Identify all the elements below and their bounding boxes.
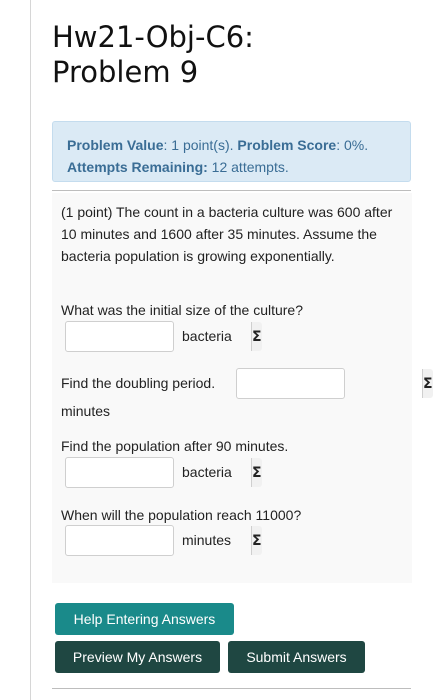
- q3-equation-editor-icon[interactable]: Σ: [251, 458, 262, 487]
- q4-prompt: When will the population reach 11000?: [61, 507, 302, 523]
- preview-answers-button[interactable]: Preview My Answers: [55, 641, 220, 673]
- attempts-remaining-label: Attempts Remaining:: [67, 159, 208, 175]
- problem-score-text: : 0%.: [336, 137, 369, 153]
- q2-answer-input[interactable]: [237, 369, 422, 398]
- q2-prompt: Find the doubling period.: [61, 375, 216, 391]
- q2-equation-editor-icon[interactable]: Σ: [422, 369, 433, 398]
- q1-equation-editor-icon[interactable]: Σ: [251, 322, 262, 351]
- submit-answers-button[interactable]: Submit Answers: [228, 641, 365, 673]
- q4-equation-editor-icon[interactable]: Σ: [251, 526, 262, 555]
- q2-unit: minutes: [61, 403, 111, 419]
- q3-prompt: Find the population after 90 minutes.: [61, 438, 289, 454]
- problem-info-box: [52, 121, 411, 182]
- page-title-line2: Problem 9: [52, 55, 199, 89]
- top-divider: [52, 190, 411, 191]
- problem-value-label: Problem Value: [67, 137, 164, 153]
- left-border-rule: [30, 0, 31, 700]
- page-title-line1: Hw21-Obj-C6:: [52, 20, 254, 54]
- q1-unit: bacteria: [182, 328, 232, 344]
- attempts-remaining-text: 12 attempts.: [207, 159, 289, 175]
- q1-prompt: What was the initial size of the culture?: [61, 302, 304, 318]
- q3-unit: bacteria: [182, 464, 232, 480]
- q2-answer-field: [236, 368, 433, 399]
- bottom-divider: [52, 688, 411, 689]
- help-entering-answers-button[interactable]: Help Entering Answers: [55, 603, 234, 635]
- problem-value-text: : 1 point(s).: [163, 137, 238, 153]
- page-title: [52, 20, 422, 90]
- problem-score-label: Problem Score: [237, 137, 337, 153]
- q4-unit: minutes: [182, 532, 232, 548]
- problem-statement-text: (1 point) The count in a bacteria culture was 600 after 10 minutes and 1600 after 35 minutes. Assume the bacteria population is growing exponentially.: [61, 204, 393, 264]
- problem-statement: [61, 201, 401, 267]
